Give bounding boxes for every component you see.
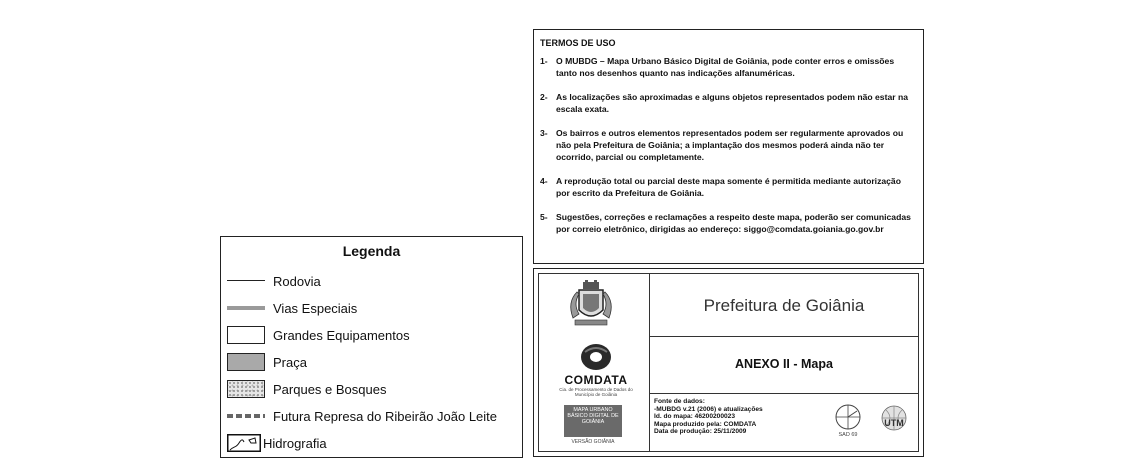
source-line: Data de produção: 25/11/2009 — [654, 428, 747, 435]
goiania-coat-of-arms-icon — [561, 280, 621, 330]
terms-of-use-box — [533, 29, 924, 264]
legend-label: Rodovia — [273, 273, 321, 289]
comdata-name: COMDATA — [564, 373, 628, 387]
title-block-frame — [538, 273, 919, 452]
mubdg-version-label: VERSÃO GOIÂNIA — [571, 439, 615, 445]
source-line: Id. do mapa: 46200200023 — [654, 413, 736, 420]
legend-item-parques — [227, 379, 386, 399]
source-line: -MUBDG v.21 (2006) e atualizações — [654, 405, 763, 413]
term-item — [540, 91, 917, 115]
utm-label: UTM — [884, 418, 904, 428]
rodovia-line-symbol — [227, 272, 265, 290]
legend-label: Hidrografia — [263, 435, 327, 451]
map-title-block — [533, 268, 924, 457]
legend-title: Legenda — [342, 243, 401, 259]
legend-label: Praça — [273, 354, 307, 370]
sad69-globe-icon — [829, 402, 867, 438]
legend-item-grandes-equipamentos — [227, 325, 410, 345]
praca-box-symbol — [227, 353, 265, 371]
hidrografia-river-icon — [227, 434, 261, 452]
legend-item-hidrografia — [227, 433, 327, 453]
term-number: 1- — [540, 56, 548, 66]
term-text: Os bairros e outros elementos representados podem ser regularmente aprovados ou não pela Prefeitura de Goiânia; a implantação dos mesmos poderá ainda não ter ocorrido, parcial ou completamente. — [556, 128, 904, 162]
grandes-equipamentos-box-symbol — [227, 326, 265, 344]
comdata-subtitle: Cia. de Processamento de Dados do Município de Goiânia — [559, 387, 633, 397]
term-item — [540, 127, 917, 163]
parques-box-symbol — [227, 380, 265, 398]
term-text: Sugestões, correções e reclamações a respeito deste mapa, poderão ser comunicadas por correio eletrônico, dirigidas ao endereço: siggo@comdata.goiania.go.gov.br — [556, 212, 911, 234]
map-legend — [220, 236, 523, 458]
term-number: 4- — [540, 176, 548, 186]
legend-item-praca — [227, 352, 307, 372]
sad-label: SAD 69 — [838, 432, 858, 438]
legend-item-rodovia — [227, 271, 321, 291]
represa-dashed-symbol — [227, 407, 265, 425]
term-number: 5- — [540, 212, 548, 222]
comdata-logo-icon — [579, 342, 613, 372]
legend-label: Vias Especiais — [273, 300, 358, 316]
legend-item-futura-represa — [227, 406, 497, 426]
vias-especiais-line-symbol — [227, 299, 265, 317]
term-number: 3- — [540, 128, 548, 138]
term-item — [540, 175, 917, 199]
mubdg-badge: MAPA URBANO BÁSICO DIGITAL DE GOIÂNIA — [564, 405, 622, 437]
legend-label: Futura Represa do Ribeirão João Leite — [273, 408, 498, 424]
source-info — [654, 398, 763, 436]
anexo-title: ANEXO II - Mapa — [735, 357, 833, 371]
term-text: A reprodução total ou parcial deste mapa somente é permitida mediante autorização por escrito da Prefeitura de Goiânia. — [556, 176, 901, 198]
terms-heading: TERMOS DE USO — [540, 38, 616, 48]
utm-projection-icon — [877, 402, 911, 438]
term-number: 2- — [540, 92, 548, 102]
legend-item-vias-especiais — [227, 298, 357, 318]
source-line: Mapa produzido pela: COMDATA — [654, 420, 757, 428]
term-text: O MUBDG – Mapa Urbano Básico Digital de Goiânia, pode conter erros e omissões tanto nos desenhos quanto nas indicações alfanuméricas. — [556, 56, 895, 78]
legend-label: Grandes Equipamentos — [273, 327, 410, 343]
term-text: As localizações são aproximadas e alguns objetos representados podem não estar na escala exata. — [556, 92, 908, 114]
source-line: Fonte de dados: — [654, 398, 705, 405]
term-item — [540, 55, 917, 79]
term-item — [540, 211, 917, 235]
legend-label: Parques e Bosques — [273, 381, 387, 397]
prefeitura-title: Prefeitura de Goiânia — [703, 296, 865, 315]
